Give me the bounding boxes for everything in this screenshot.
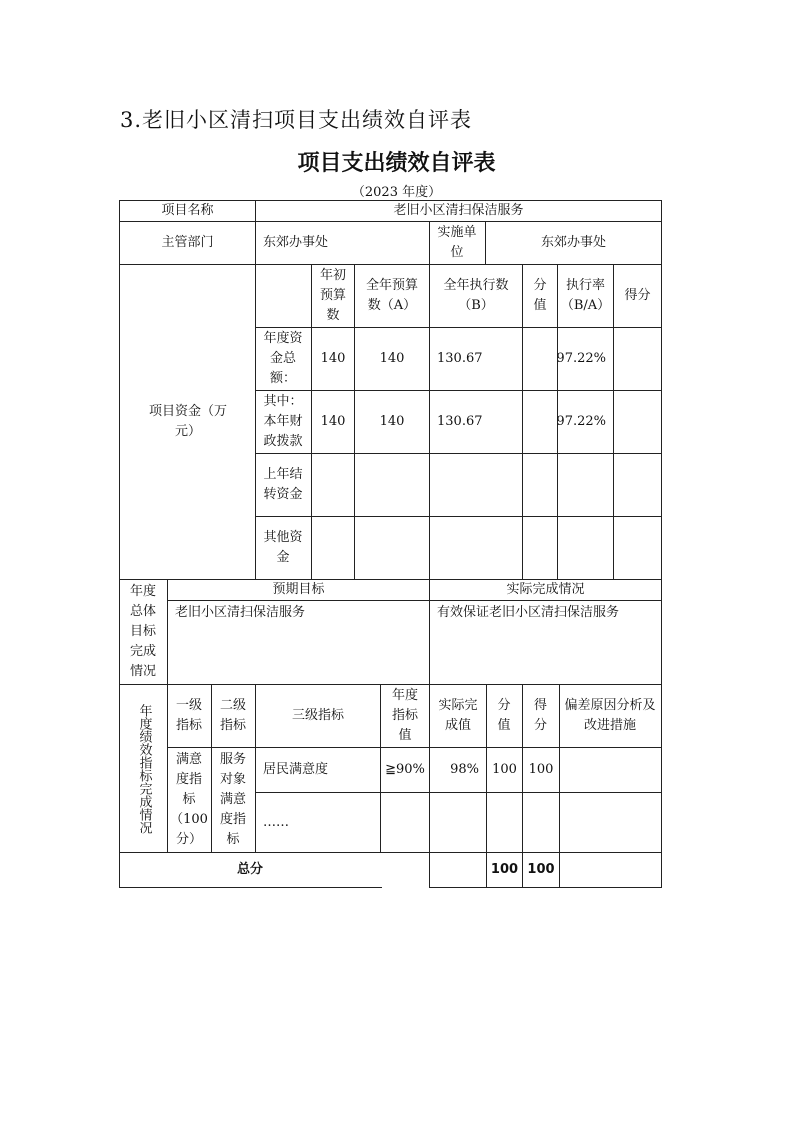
- page-title: 项目支出绩效自评表: [297, 151, 496, 176]
- actual-value-header: 实际完成值: [438, 698, 478, 733]
- indicators-label-cell: [120, 685, 167, 852]
- annual-budget-value: 140: [379, 414, 405, 429]
- actual-result-text: 有效保证老旧小区清扫保洁服务: [437, 605, 620, 620]
- level1-header: 一级指标: [175, 698, 202, 733]
- got-header: 得分: [533, 698, 547, 733]
- annual-exec-header: 全年执行数（B）: [443, 278, 509, 313]
- funds-row-label: 其他资金: [263, 530, 303, 565]
- section-heading: 3.老旧小区清扫项目支出绩效自评表: [120, 108, 473, 132]
- annual-exec-value: 130.67: [437, 414, 483, 429]
- got-value: 100: [528, 762, 554, 777]
- level2-value: 服务对象满意度指标: [219, 752, 246, 847]
- expected-goal-text: 老旧小区清扫保洁服务: [175, 605, 306, 620]
- project-name-value: 老旧小区清扫保洁服务: [393, 203, 524, 218]
- total-label: 总分: [236, 862, 263, 877]
- actual-value: 98%: [450, 762, 479, 777]
- impl-unit-label: 实施单位: [437, 225, 477, 260]
- total-got: 100: [527, 862, 555, 877]
- target-value-header: 年度指标值: [391, 688, 418, 743]
- initial-budget-header: 年初预算数: [319, 268, 346, 323]
- level3-value: ……: [263, 814, 289, 830]
- target-value: ≧90%: [385, 762, 425, 777]
- initial-budget-value: 140: [320, 414, 346, 429]
- report-year: （2023 年度）: [351, 185, 442, 200]
- score-value: 100: [492, 762, 517, 777]
- total-score: 100: [490, 862, 519, 877]
- level1-value: 满意度指标（100分）: [170, 752, 208, 847]
- exec-rate-header: 执行率（B/A）: [560, 278, 611, 313]
- funds-row-label: 年度资金总额：: [263, 331, 303, 386]
- level2-header: 二级指标: [219, 698, 246, 733]
- level3-header: 三级指标: [291, 708, 344, 723]
- dept-value: 东郊办事处: [263, 235, 329, 250]
- score-header: 分值: [497, 698, 511, 733]
- exec-rate-value: 97.22%: [556, 351, 606, 366]
- funds-score-header: 分值: [533, 278, 547, 313]
- annual-goal-label: 年度总体目标完成情况: [129, 584, 156, 679]
- expected-goal-header: 预期目标: [272, 582, 325, 597]
- indicators-label: 年度绩效指标完成情况: [136, 703, 152, 834]
- actual-result-header: 实际完成情况: [506, 582, 585, 597]
- impl-unit-value: 东郊办事处: [540, 235, 606, 250]
- project-name-label: 项目名称: [161, 203, 214, 218]
- annual-budget-header: 全年预算数（A）: [365, 278, 418, 313]
- annual-exec-value: 130.67: [437, 351, 483, 366]
- level3-value: 居民满意度: [263, 762, 329, 777]
- annual-budget-value: 140: [379, 351, 405, 366]
- funds-row-label: 其中：本年财政拨款: [263, 394, 303, 449]
- exec-rate-value: 97.22%: [556, 414, 606, 429]
- funds-row-label: 上年结转资金: [263, 467, 303, 502]
- dept-label: 主管部门: [161, 235, 214, 250]
- reason-header: 偏差原因分析及改进措施: [564, 698, 656, 733]
- funds-got-header: 得分: [624, 288, 651, 303]
- initial-budget-value: 140: [320, 351, 346, 366]
- funds-label: 项目资金（万元）: [148, 404, 227, 439]
